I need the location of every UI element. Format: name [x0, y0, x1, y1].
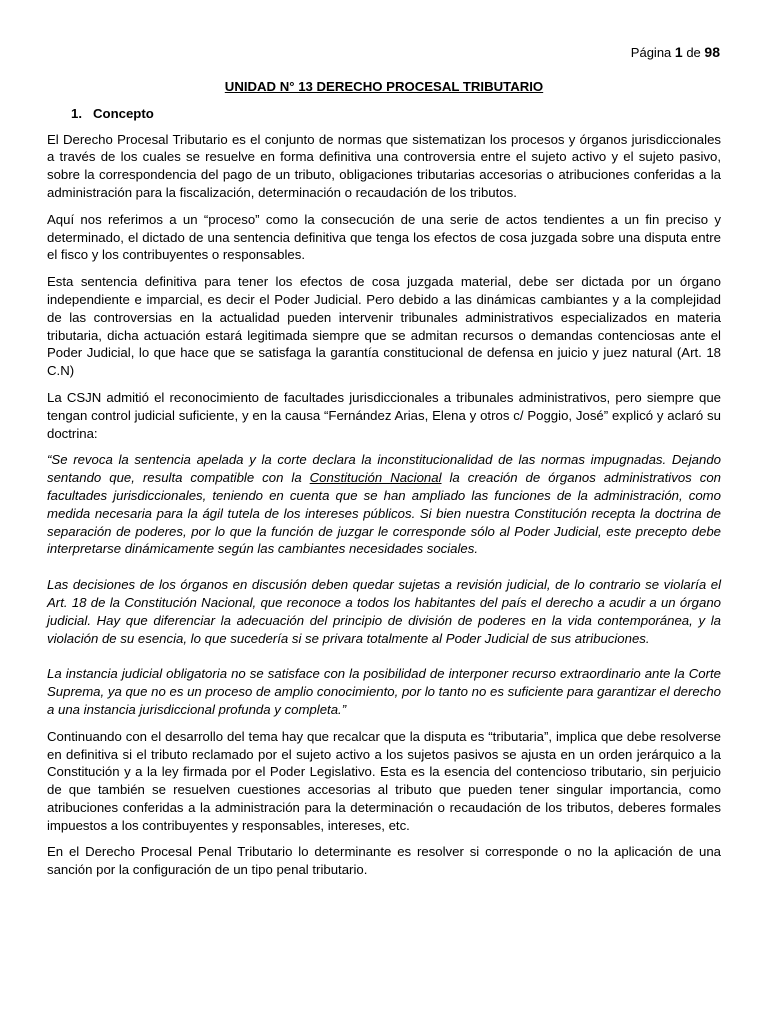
document-title: UNIDAD N° 13 DERECHO PROCESAL TRIBUTARIO — [224, 79, 544, 94]
page-label: Página — [630, 45, 672, 60]
paragraph-tributaria: Continuando con el desarrollo del tema hay que recalcar que la disputa es “tributaria”, implica que debe resolverse en definitiva si el tributo reclamado por el sujeto activo a los sujetos pasivos se ajusta en un orden jerárquico a la Constitución y a la ley firmada por el Poder Legislativo. Esta es la esencia del contencioso tributario, sin perjuicio de que también se resuelven cuestiones accesorias al tributo que pueden tener singular importancia, como atribuciones conferidas a la administración para la determinación o recaudación de los tributos, deberes formales impuestos a los contribuyentes y responsables, intereses, etc. — [47, 728, 721, 833]
paragraph-sentencia: Esta sentencia definitiva para tener los efectos de cosa juzgada material, debe ser dictada por un órgano independiente e imparcial, es decir el Poder Judicial. Pero debido a las dinámicas cambiantes y a la complejidad de las controversias en la actualidad pueden intervenir tribunales administrativos especializados en materia tributaria, dicha actuación estará legitimada siempre que se admitan recursos o demandas contenciosas ante el Poder Judicial, lo que hace que se satisfaga la garantía constitucional de defensa en juicio y juez natural (Art. 18 C.N) — [47, 274, 721, 379]
paragraph-penal: En el Derecho Procesal Penal Tributario lo determinante es resolver si corresponde o no la aplicación de una sanción por la configuración de un tipo penal tributario. — [47, 844, 721, 878]
quote-1-after: la creación de órganos administrativos con facultades jurisdiccionales, teniendo en cuenta que se han ampliado las funciones de la administración, como medida necesaria para la ágil tutela de los intereses públicos. Si bien nuestra Constitución recepta la doctrina de separación de poderes, por lo que la función de juzgar le corresponde sólo al Poder Judicial, este precepto debe interpretarse dinámicamente según las cambiantes necesidades sociales. — [47, 470, 721, 557]
paragraph-csjn: La CSJN admitió el reconocimiento de facultades jurisdiccionales a tribunales administrativos, pero siempre que tengan control judicial suficiente, y en la causa “Fernández Arias, Elena y otros c/ Poggio, José” explicó y aclaró su doctrina: — [47, 389, 721, 441]
constitucion-link[interactable]: Constitución Nacional — [309, 470, 442, 486]
document-body — [47, 74, 721, 888]
paragraph-definition: El Derecho Procesal Tributario es el conjunto de normas que sistematizan los procesos y órganos jurisdiccionales a través de los cuales se resuelve en forma definitiva una controversia entre el sujeto activo y el sujeto pasivo, sobre la correspondencia del pago de un tributo, obligaciones tributarias accesorias o atribuciones conferidas a la administración para la fiscalización, determinación o recaudación de los tributos. — [47, 131, 721, 200]
quote-paragraph-1 — [47, 451, 721, 558]
quote-paragraph-2: Las decisiones de los órganos en discusión deben quedar sujetas a revisión judicial, de lo contrario se violaría el Art. 18 de la Constitución Nacional, que reconoce a todos los habitantes del país el derecho a acudir a un órgano judicial. Hay que diferenciar la adecuación del principio de división de poderes en la vida contemporánea, y la violación de su esencia, lo que sucedería si se privara totalmente al Poder Judicial de sus atribuciones. — [47, 577, 721, 646]
page-number — [631, 44, 720, 60]
page-sep: de — [686, 45, 701, 60]
section-label: Concepto — [93, 105, 154, 121]
quote-paragraph-3: La instancia judicial obligatoria no se satisface con la posibilidad de interponer recurso extraordinario ante la Corte Suprema, ya que no es un proceso de amplio conocimiento, por lo tanto no es suficiente para garantizar el derecho a una instancia jurisdiccional profunda y completa.” — [47, 666, 721, 717]
paragraph-proceso: Aquí nos referimos a un “proceso” como la consecución de una serie de actos tendientes a un fin preciso y determinado, el dictado de una sentencia definitiva que tenga los efectos de cosa juzgada sobre una disputa entre el fisco y los contribuyentes o responsables. — [47, 211, 721, 263]
page-total: 98 — [704, 44, 720, 60]
section-heading — [47, 105, 721, 123]
section-number: 1. — [71, 105, 82, 121]
quote-1-before: “Se revoca la sentencia apelada y la corte declara la inconstitucionalidad de las normas impugnadas. Dejando sentando que, resulta compatible con la — [47, 452, 721, 486]
page-current: 1 — [674, 44, 683, 60]
